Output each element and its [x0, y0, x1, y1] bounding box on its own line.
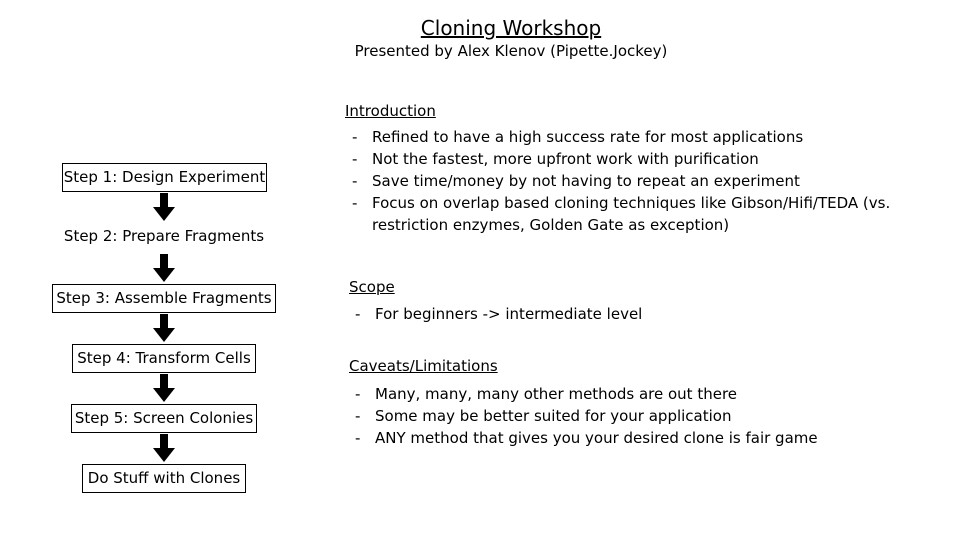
caveats-list [349, 383, 869, 449]
list-item: - For beginners -> intermediate level [349, 303, 849, 325]
list-item: - Many, many, many other methods are out there [349, 383, 869, 405]
caveats-heading: Caveats/Limitations [349, 357, 498, 375]
list-item: - ANY method that gives you your desired clone is fair game [349, 427, 869, 449]
flow-step-prepare: Step 2: Prepare Fragments [56, 223, 272, 252]
list-item: - Not the fastest, more upfront work with purification [346, 148, 892, 170]
flow-step-assemble: Step 3: Assemble Fragments [52, 284, 276, 313]
list-item: - Some may be better suited for your application [349, 405, 869, 427]
slide-subtitle: Presented by Alex Klenov (Pipette.Jockey) [354, 42, 668, 60]
flow-step-screen: Step 5: Screen Colonies [71, 404, 257, 433]
flow-step-do-stuff: Do Stuff with Clones [82, 464, 246, 493]
list-item: - Save time/money by not having to repeat an experiment [346, 170, 892, 192]
scope-heading: Scope [349, 278, 395, 296]
down-arrow-icon [153, 254, 175, 282]
down-arrow-icon [153, 193, 175, 221]
down-arrow-icon [153, 374, 175, 402]
down-arrow-icon [153, 434, 175, 462]
list-item: - Refined to have a high success rate for most applications [346, 126, 892, 148]
scope-list [349, 303, 849, 325]
introduction-list [346, 126, 892, 236]
flow-step-transform: Step 4: Transform Cells [72, 344, 256, 373]
introduction-heading: Introduction [345, 102, 436, 120]
slide-title: Cloning Workshop [420, 16, 602, 40]
flow-step-design: Step 1: Design Experiment [62, 163, 267, 192]
list-item: - Focus on overlap based cloning techniques like Gibson/Hifi/TEDA (vs. restriction enzymes, Golden Gate as exception) [346, 192, 892, 236]
down-arrow-icon [153, 314, 175, 342]
